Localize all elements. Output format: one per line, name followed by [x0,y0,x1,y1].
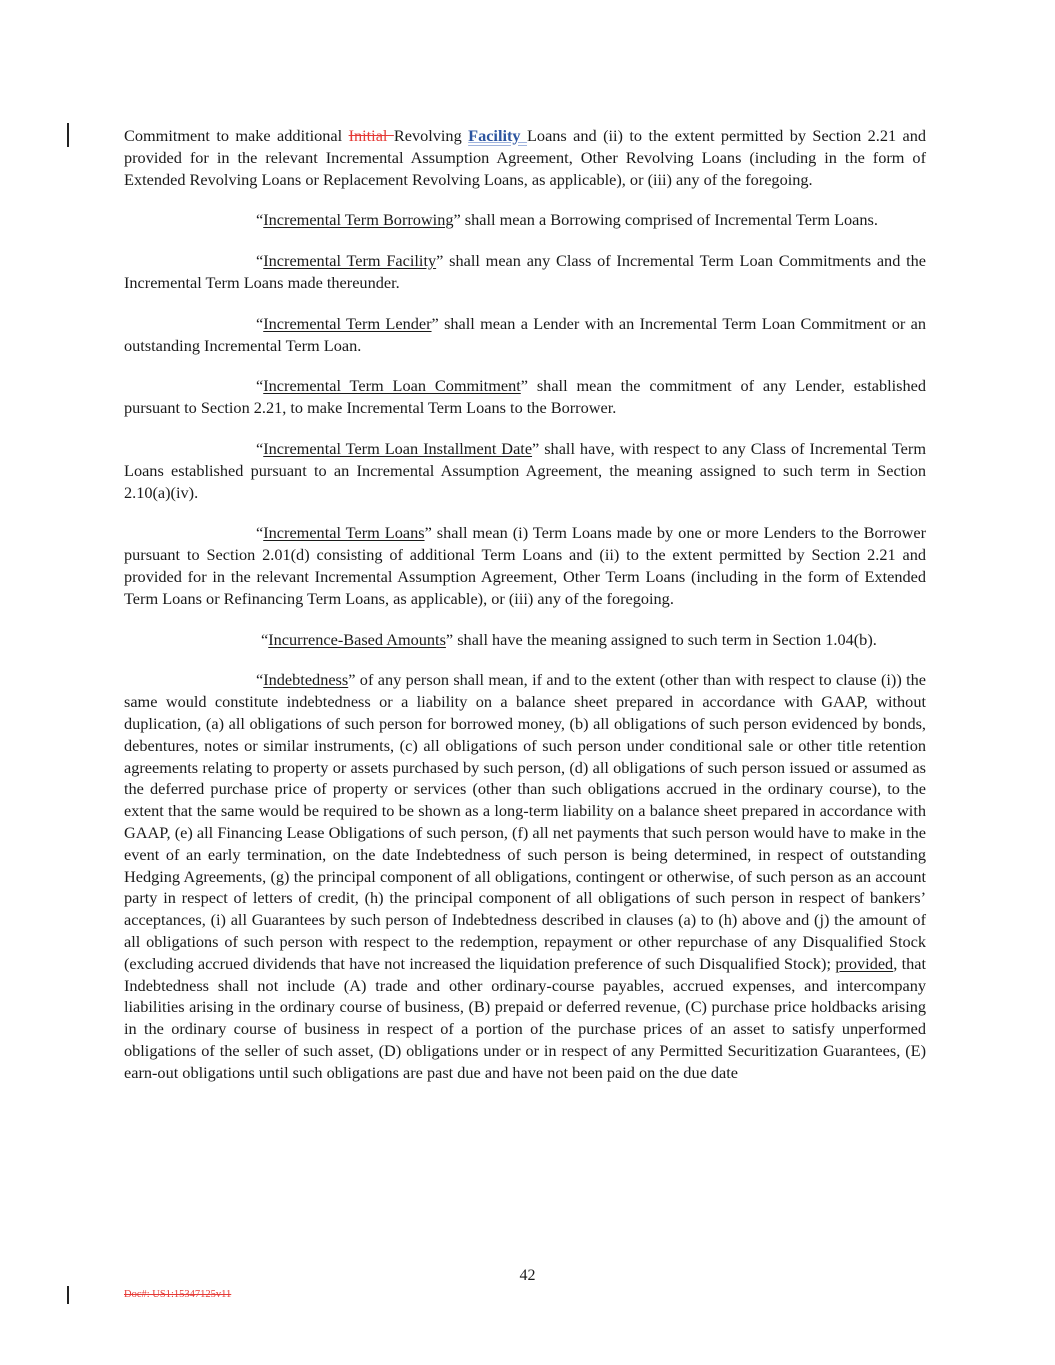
defined-term: Incremental Term Loan Commitment [263,376,521,396]
change-bar-top [67,123,69,147]
definition-incremental-term-loan-installment-date: “Incremental Term Loan Installment Date” shall have, with respect to any Class of Incremental Term Loans established pursuant to an Incremental Assumption Agreement, the meaning assigned to such term in Section 2.10(a)(iv). [124,438,926,502]
provided-term: provided [835,953,894,973]
paragraph-revolving-continuation: Commitment to make additional Initial Revolving Facility Loans and (ii) to the extent permitted by Section 2.21 and provided for in the relevant Incremental Assumption Agreement, Other Revolving Loans (including in the form of Extended Revolving Loans or Replacement Revolving Loans, as applicable), or (iii) any of the foregoing. [124,126,927,189]
defined-term: Incremental Term Borrowing [263,210,454,230]
deleted-text: Initial [348,126,394,145]
change-bar-bottom [67,1286,69,1304]
definition-indebtedness: “Indebtedness” of any person shall mean, if and to the extent (other than with respect to clause (i)) the same would constitute indebtedness or a liability on a balance sheet prepared in accordance with GAAP, without duplication, (a) all obligations of such person for borrowed money, (b) all obligations of such person evidenced by bonds, debentures, notes or similar instruments, (c) all obligations of such person under conditional sale or other title retention agreements relating to property or assets purchased by such person, (d) all obligations of such person issued or assumed as the deferred purchase price of property or services (other than such obligations accrued in the ordinary course), to the extent that the same would be required to be shown as a long-term liability on a balance sheet prepared in accordance with GAAP, (e) all Financing Lease Obligations of such person, (f) all net payments that such person would have to make in the event of an early termination, on the date Indebtedness of such person is being determined, in respect of outstanding Hedging Agreements, (g) the principal component of all obligations, contingent or otherwise, of such person as an account party in respect of letters of credit, (h) the principal component of all obligations of such person in respect of bankers’ acceptances, (i) all Guarantees by such person of Indebtedness described in clauses (a) to (h) above and (j) the amount of all obligations of such person with respect to the redemption, repayment or other repurchase of any Disqualified Stock (excluding accrued dividends that have not increased the liquidation preference of such Disqualified Stock); provided, that Indebtedness shall not include (A) trade and other ordinary-course payables, accrued expenses, and intercompany liabilities arising in the ordinary course of business, (B) prepaid or deferred revenue, (C) purchase price holdbacks arising in the ordinary course of business in respect of a portion of the purchase prices of an asset to satisfy unperformed obligations of the seller of such asset, (D) obligations under or in respect of any Permitted Securitization Guarantees, (E) earn-out obligations until such obligations are past due and have not been paid on the due date [124,670,926,1082]
definition-incremental-term-facility: “Incremental Term Facility” shall mean any Class of Incremental Term Loan Commitments and the Incremental Term Loans made thereunder. [124,251,927,292]
definition-incurrence-based-amounts: “Incurrence-Based Amounts” shall have the meaning assigned to such term in Section 1.04(b). [261,629,877,649]
document-id-footer: Doc#: US1:15347125v11 [124,1289,232,1300]
definition-incremental-term-lender: “Incremental Term Lender” shall mean a Lender with an Incremental Term Loan Commitment or an outstanding Incremental Term Loan. [124,313,926,355]
defined-term: Indebtedness [263,670,349,690]
definition-incremental-term-loans: “Incremental Term Loans” shall mean (i) Term Loans made by one or more Lenders to the Borrower pursuant to Section 2.01(d) consisting of additional Term Loans and (ii) to the extent permitted by Section 2.21 and provided for in the relevant Incremental Assumption Agreement, Other Term Loans (including in the form of Extended Term Loans or Refinancing Term Loans, as applicable), or (iii) any of the foregoing. [124,523,926,608]
document-body [124,125,926,1083]
inserted-text: Facility [468,126,527,145]
defined-term: Incremental Term Loans [263,523,425,543]
defined-term: Incremental Term Facility [263,251,437,271]
defined-term: Incurrence-Based Amounts [268,629,446,649]
defined-term: Incremental Term Loan Installment Date [263,438,533,458]
defined-term: Incremental Term Lender [263,313,432,333]
definition-incremental-term-loan-commitment: “Incremental Term Loan Commitment” shall mean the commitment of any Lender, established pursuant to Section 2.21, to make Incremental Term Loans to the Borrower. [124,376,926,418]
page-number: 42 [519,1267,536,1284]
definition-incremental-term-borrowing: “Incremental Term Borrowing” shall mean a Borrowing comprised of Incremental Term Loans. [256,210,878,230]
